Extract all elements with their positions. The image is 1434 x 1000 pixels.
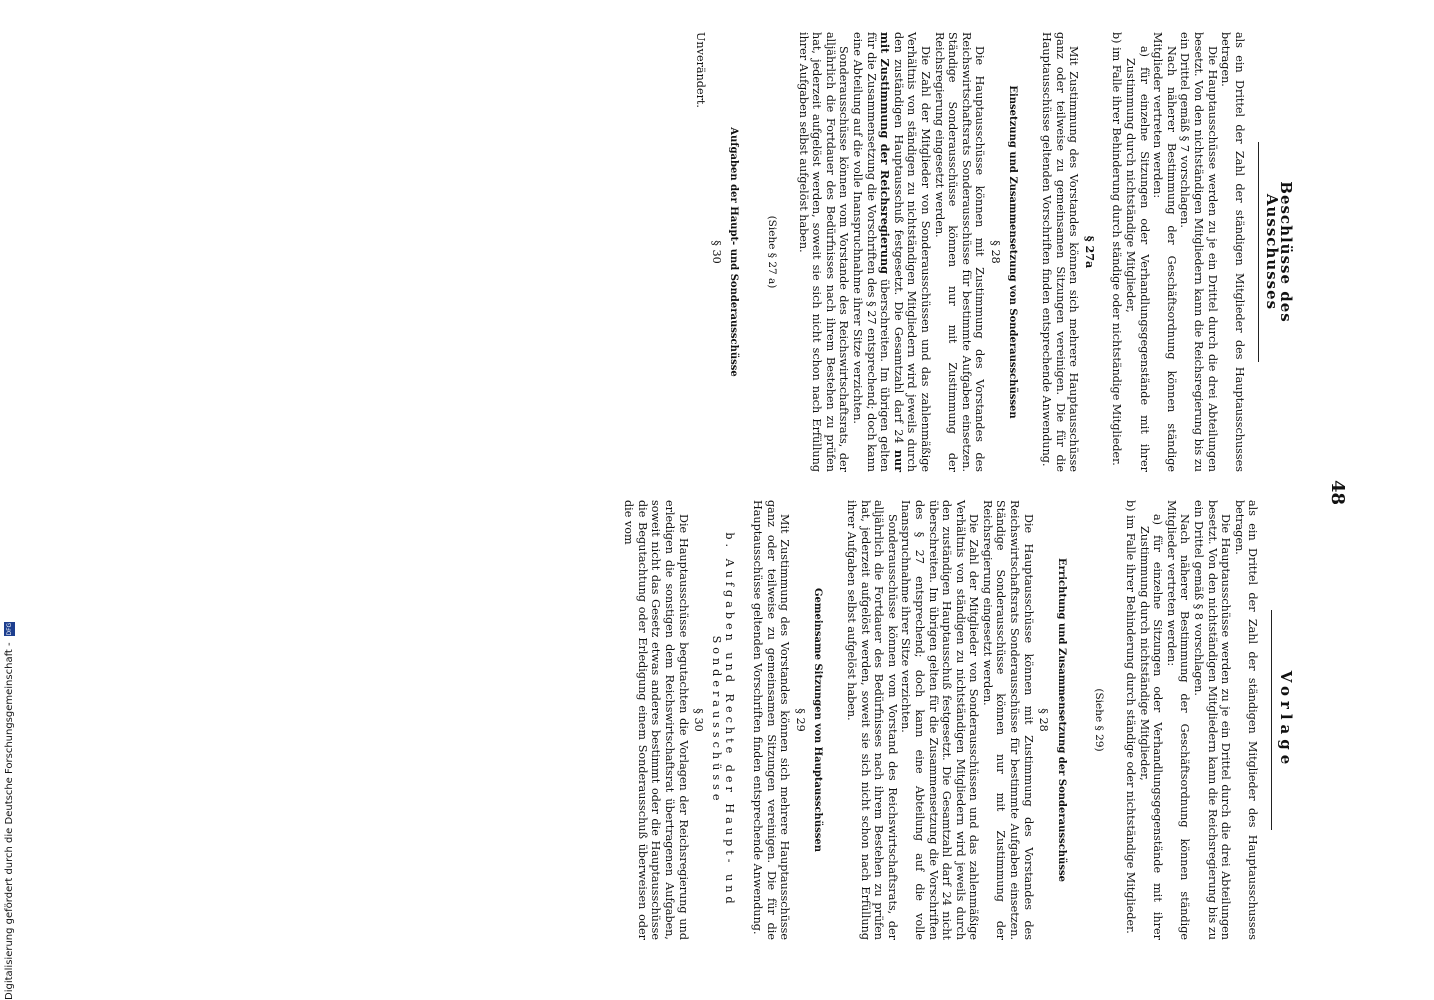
- paragraph-with-amendment: [850, 32, 932, 472]
- paragraph: Nach näherer Bestimmung der Geschäftsordnung können ständige Mitglieder vertreten werden:: [1151, 32, 1178, 472]
- paragraph: Die Hauptausschüsse begutachten die Vorlagen der Reichsregierung und erledigen die sonstigen dem Reichswirtschaftsrat übertragenen Aufgaben, soweit nicht das Gesetz etwas anderes bestimmt oder die Hauptausschüsse die Begutachtung oder Erledigung einem Sonderausschuß überweisen oder die vom: [622, 500, 690, 940]
- section-title: Gemeinsame Sitzungen von Hauptausschüssen: [812, 588, 824, 852]
- list-item-b: b) im Falle ihrer Behinderung durch ständige oder nichtständige Mitglieder.: [1124, 500, 1138, 934]
- column-heading-vorlage: Vorlage: [1271, 610, 1292, 830]
- paragraph: als ein Drittel der Zahl der ständigen Mitglieder des Hauptausschusses betragen.: [1232, 500, 1260, 940]
- section-title: Errichtung und Zusammensetzung der Sonderausschüsse: [1055, 558, 1067, 882]
- dfg-logo-icon: DFG: [5, 622, 13, 636]
- paragraph-number: § 28: [1037, 708, 1051, 732]
- paragraph: Mit Zustimmung des Vorstandes können sich mehrere Hauptausschüsse ganz oder teilweise zu gemeinsamen Sitzungen vereinigen. Die für die Hauptausschüsse geltenden Vorschriften finden entsprechende Anwendung.: [751, 500, 792, 940]
- list-item-a: a) für einzelne Sitzungen oder Verhandlungsgegenstände mit ihrer Zustimmung durch nichtständige Mitglieder,: [1137, 514, 1165, 940]
- paragraph-number: § 27a: [1082, 235, 1097, 269]
- amendment-bold-text: nur mit Zustimmung der Reichsregierung: [878, 32, 906, 472]
- column-heading-beschluesse: Beschlüsse des Ausschusses: [1258, 142, 1292, 362]
- paragraph: Die Hauptausschüsse können mit Zustimmung des Vorstandes des Reichswirtschaftsrats Sonderausschüsse für bestimmte Aufgaben einsetzen. Ständige Sonderausschüsse können nur mit Zustimmung der Reichsregierung eingesetzt werden.: [980, 500, 1035, 940]
- section-title: Aufgaben der Haupt- und Sonderausschüsse: [728, 127, 740, 377]
- paragraph-number: § 30: [709, 240, 723, 264]
- paragraph: Die Hauptausschüsse können mit Zustimmung des Vorstandes des Reichswirtschaftsrats Sonderausschüsse für bestimmte Aufgaben einsetzen. Ständige Sonderausschüsse können nur mit Zustimmung der Reichsregierung eingesetzt werden.: [932, 32, 987, 472]
- paragraph-number: § 30: [692, 708, 706, 732]
- column-beschluesse: [694, 32, 1295, 472]
- paragraph: Die Hauptausschüsse werden zu je ein Drittel durch die drei Abteilungen besetzt. Von den nichtständigen Mitgliedern kann die Reichsregierung bis zu ein Drittel gemäß § 8 vorschlagen.: [1192, 500, 1233, 940]
- text-run: Die Zahl der Mitglieder von Sonderausschüssen und das zahlenmäßige Verhältnis von ständigen zu nichtständigen Mitgliedern wird jeweils durch den zuständigen Hauptausschuß festgesetzt. Die Gesamtzahl darf 24: [891, 32, 932, 472]
- column-vorlage: [622, 500, 1295, 940]
- cross-reference: (Siehe § 29): [1093, 688, 1106, 752]
- paragraph: Die Hauptausschüsse werden zu je ein Drittel durch die drei Abteilungen besetzt. Von den nichtständigen Mitgliedern kann die Reichsregierung bis zu ein Drittel gemäß § 7 vorschlagen.: [1178, 32, 1219, 472]
- paragraph: Nach näherer Bestimmung der Geschäftsordnung können ständige Mitglieder vertreten werden:: [1164, 500, 1192, 940]
- footer-text: Digitalisierung gefördert durch die Deutsche Forschungsgemeinschaft -: [4, 642, 15, 1000]
- paragraph: als ein Drittel der Zahl der ständigen Mitglieder des Hauptausschusses betragen.: [1219, 32, 1246, 472]
- paragraph: Die Zahl der Mitglieder von Sonderausschüssen und das zahlenmäßige Verhältnis von ständigen zu nichtständigen Mitgliedern wird jeweils durch den zuständigen Hauptausschuß festgesetzt. Die Gesamtzahl darf 24 nicht überschreiten. Im übrigen gelten für die Zusammensetzung die Vorschriften des § 27 entsprechend; doch kann eine Abteilung auf die volle Inanspruchnahme ihrer Sitze verzichten.: [899, 500, 981, 940]
- text-run: überschreiten. Im übrigen gelten für die Zusammensetzung die Vorschriften des § 27 entsprechend; doch kann eine Abteilung auf die volle Inanspruchnahme ihrer Sitze verzichten.: [850, 32, 892, 472]
- section-title: Einsetzung und Zusammensetzung von Sonderausschüssen: [1007, 85, 1019, 419]
- cross-reference: (Siehe § 27 a): [766, 215, 778, 289]
- paragraph: Sonderausschüsse können vom Vorstand des Reichswirtschaftsrats, der alljährlich die Fortdauer des Bedürfnisses nach ihrem Bestehen zu prüfen hat, jederzeit aufgelöst werden, soweit sie sich nicht schon nach Erfüllung ihrer Aufgaben selbst aufgelöst haben.: [844, 500, 899, 940]
- subsection-heading: b. Aufgaben und Rechte der Haupt- und Sonderausschüsse: [709, 532, 737, 908]
- paragraph-number: § 29: [793, 708, 807, 732]
- list-item-b: b) im Falle ihrer Behinderung durch ständige oder nichtständige Mitglieder.: [1110, 32, 1124, 466]
- digitization-footer: [0, 600, 20, 1000]
- paragraph-number: § 28: [988, 240, 1002, 264]
- page-number: 48: [1327, 480, 1348, 506]
- paragraph: Sonderausschüsse können vom Vorstande des Reichswirtschaftsrats, der alljährlich die Fortdauer des Bedürfnisses nach ihrem Bestehen zu prüfen hat, jederzeit aufgelöst werden, soweit sie sich nicht schon nach Erfüllung ihrer Aufgaben selbst aufgelöst haben.: [796, 32, 851, 472]
- paragraph: Mit Zustimmung des Vorstandes können sich mehrere Hauptausschüsse ganz oder teilweise zu gemeinsamen Sitzungen vereinigen. Die für die Hauptausschüsse geltenden Vorschriften finden entsprechende Anwendung.: [1040, 32, 1081, 472]
- list-item-a: a) für einzelne Sitzungen oder Verhandlungsgegenstände mit ihrer Zustimmung durch nichtständige Mitglieder,: [1124, 46, 1151, 472]
- paragraph: Unverändert.: [694, 32, 708, 108]
